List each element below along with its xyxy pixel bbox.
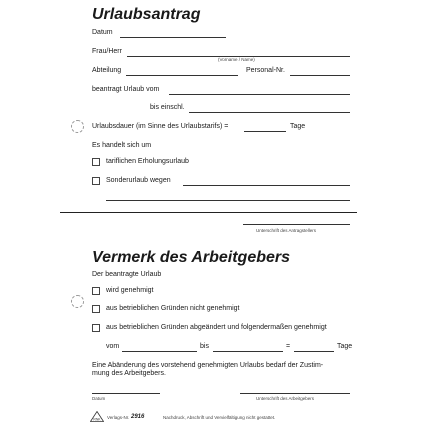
personal-nr-label: Personal-Nr. bbox=[246, 67, 285, 74]
equals-sign: = bbox=[286, 343, 291, 350]
erholungsurlaub-checkbox[interactable] bbox=[92, 158, 100, 166]
tage-label: Tage bbox=[290, 123, 306, 130]
es-handelt-label: Es handelt sich um bbox=[92, 142, 152, 149]
punch-hole bbox=[71, 120, 84, 133]
antragsteller-signature-label: Unterschrift des Antragstellers bbox=[256, 228, 317, 233]
abgeaendert-label: aus betrieblichen Gründen abgeändert und folgendermaßen genehmigt bbox=[106, 324, 327, 331]
bis-label: bis bbox=[200, 343, 209, 350]
verlag-number: 2916 bbox=[131, 414, 145, 420]
erholungsurlaub-label: tariflichen Erholungsurlaub bbox=[106, 158, 189, 165]
beantragte-urlaub-label: Der beantragte Urlaub bbox=[92, 271, 162, 278]
urlaubsdauer-label: Urlaubsdauer (im Sinne des Urlaubstarifs) = bbox=[92, 123, 229, 130]
abteilung-label: Abteilung bbox=[92, 67, 122, 74]
abaenderung-note-line1: Eine Abänderung des vorstehend genehmigten Urlaubs bedarf der Zustim- bbox=[92, 362, 324, 369]
sonderurlaub-reason-field-2[interactable] bbox=[106, 200, 350, 201]
publisher-logo-text: RNK bbox=[93, 417, 101, 422]
abteilung-field[interactable] bbox=[126, 75, 238, 76]
genehmigt-vom-field[interactable] bbox=[122, 351, 197, 352]
abaenderung-note-line2: mung des Arbeitgebers. bbox=[92, 370, 166, 377]
nicht-genehmigt-label: aus betrieblichen Gründen nicht genehmigt bbox=[106, 305, 240, 312]
urlaub-bis-field[interactable] bbox=[189, 112, 350, 113]
personal-nr-field[interactable] bbox=[290, 75, 350, 76]
datum-field[interactable] bbox=[120, 37, 226, 38]
genehmigt-checkbox[interactable] bbox=[92, 287, 100, 295]
genehmigt-label: wird genehmigt bbox=[106, 287, 154, 294]
name-hint: (Vorname / Name) bbox=[218, 57, 255, 62]
section-divider bbox=[60, 212, 357, 213]
urlaub-vom-field[interactable] bbox=[169, 94, 350, 95]
verlag-label: Verlags-Nr. bbox=[107, 415, 130, 420]
publisher-logo-icon bbox=[90, 411, 104, 422]
sonderurlaub-reason-field[interactable] bbox=[183, 185, 350, 186]
arbeitgeber-datum-label: Datum bbox=[92, 396, 106, 401]
datum-label: Datum bbox=[92, 29, 113, 36]
punch-hole bbox=[71, 295, 84, 308]
beantragt-label: beantragt Urlaub vom bbox=[92, 86, 160, 93]
form-title: Urlaubsantrag bbox=[92, 6, 201, 23]
genehmigt-tage-field[interactable] bbox=[294, 351, 334, 352]
sonderurlaub-label: Sonderurlaub wegen bbox=[106, 177, 171, 184]
nicht-genehmigt-checkbox[interactable] bbox=[92, 305, 100, 313]
urlaubsdauer-field[interactable] bbox=[244, 131, 286, 132]
copyright-notice: Nachdruck, Abschrift und Vervielfältigung nicht gestattet. bbox=[163, 415, 276, 420]
bis-einschl-label: bis einschl. bbox=[150, 104, 185, 111]
antragsteller-signature-line[interactable] bbox=[243, 224, 350, 225]
arbeitgeber-datum-line[interactable] bbox=[92, 393, 160, 394]
frau-herr-label: Frau/Herr bbox=[92, 48, 122, 55]
genehmigt-bis-field[interactable] bbox=[213, 351, 283, 352]
tage-label-2: Tage bbox=[337, 343, 353, 350]
vom-label: vom bbox=[106, 343, 120, 350]
abgeaendert-checkbox[interactable] bbox=[92, 324, 100, 332]
arbeitgeber-signature-label: Unterschrift des Arbeitgebers bbox=[256, 396, 315, 401]
sonderurlaub-checkbox[interactable] bbox=[92, 177, 100, 185]
arbeitgeber-signature-line[interactable] bbox=[240, 393, 350, 394]
employer-section-title: Vermerk des Arbeitgebers bbox=[92, 249, 291, 266]
